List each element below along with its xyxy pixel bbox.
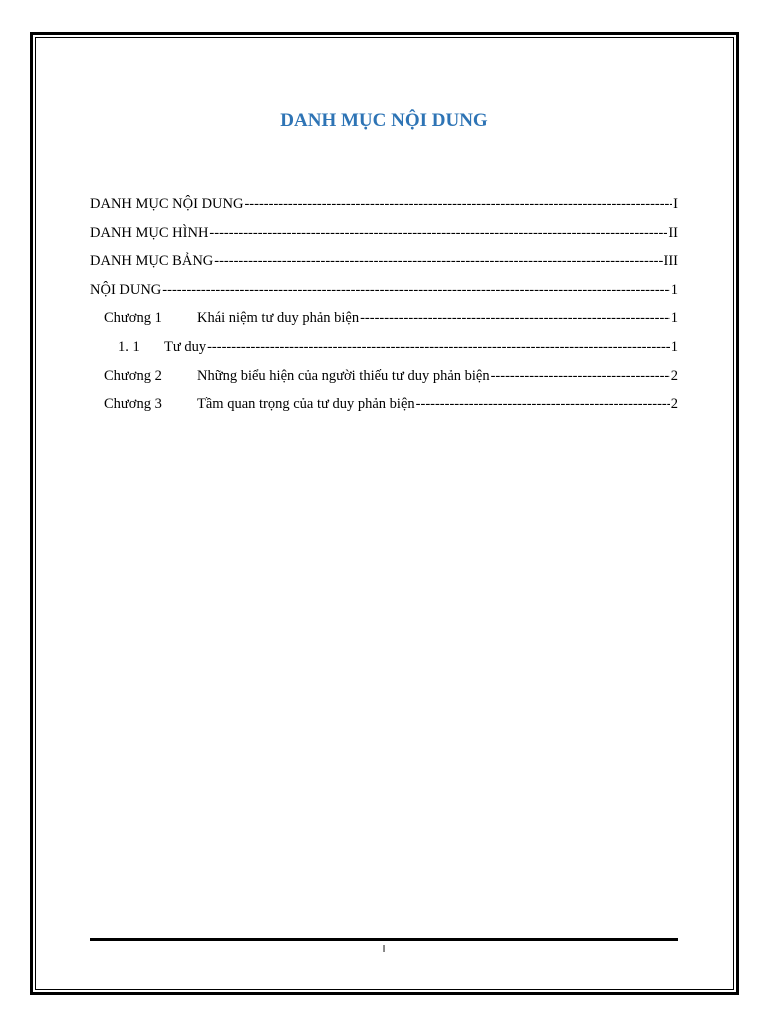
toc-leader — [209, 225, 667, 242]
page-border-inner — [35, 37, 734, 990]
toc-leader — [491, 368, 670, 385]
toc-leader — [416, 396, 670, 413]
toc-entry[interactable] — [90, 225, 678, 254]
toc-entry-label: Tầm quan trọng của tư duy phản biện — [197, 396, 415, 413]
toc-entry-label: DANH MỤC HÌNH — [90, 224, 209, 241]
toc-entry-number: 1. 1 — [118, 338, 140, 355]
toc-entry-number: Chương 2 — [104, 367, 162, 384]
footer-divider — [90, 938, 678, 941]
toc-entry-label: Khái niệm tư duy phản biện — [197, 310, 360, 327]
toc-entry-label: Những biểu hiện của người thiếu tư duy phản biện — [197, 367, 490, 384]
toc-entry[interactable] — [90, 196, 678, 225]
toc-entry-label: NỘI DUNG — [90, 281, 162, 298]
toc-entry-label: DANH MỤC BẢNG — [90, 253, 214, 270]
toc-leader — [214, 253, 662, 270]
toc-leader — [360, 310, 670, 327]
page-title: DANH MỤC NỘI DUNG — [280, 110, 488, 131]
toc-entry-number: Chương 1 — [104, 310, 162, 327]
toc-entry-page: III — [663, 253, 678, 270]
toc-entry-page: 2 — [670, 396, 678, 413]
toc-entry[interactable] — [90, 282, 678, 311]
toc-leader — [207, 339, 670, 356]
toc-entry[interactable] — [90, 253, 678, 282]
toc-entry[interactable] — [90, 339, 678, 368]
toc-entry[interactable] — [90, 368, 678, 397]
toc-entry[interactable] — [90, 310, 678, 339]
toc-leader — [244, 196, 672, 213]
table-of-contents — [90, 196, 678, 425]
toc-entry-page: II — [668, 224, 678, 241]
toc-entry-page: I — [673, 196, 678, 212]
toc-entry-page: 1 — [670, 310, 678, 327]
toc-entry-page: 1 — [670, 281, 678, 298]
toc-leader — [162, 282, 669, 299]
toc-entry-page: 1 — [670, 338, 678, 355]
toc-entry-page: 2 — [670, 367, 678, 384]
toc-entry[interactable] — [90, 396, 678, 425]
toc-entry-label: DANH MỤC NỘI DUNG — [90, 196, 244, 212]
toc-entry-number: Chương 3 — [104, 396, 162, 413]
footer-page-number: I — [382, 944, 386, 955]
toc-entry-label: Tư duy — [164, 338, 207, 355]
